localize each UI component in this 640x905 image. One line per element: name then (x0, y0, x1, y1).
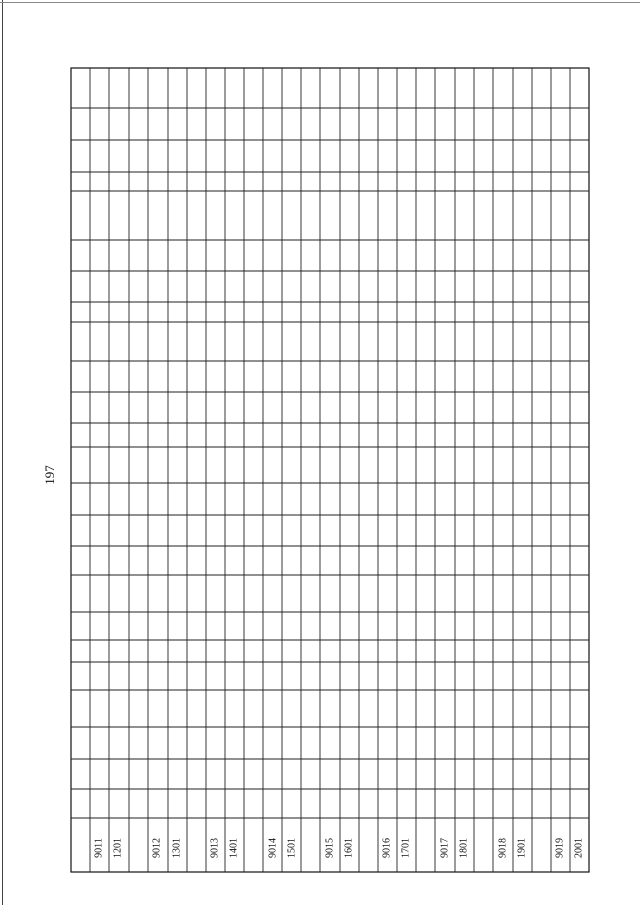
table-border (71, 68, 589, 872)
page-number: 197 (42, 465, 57, 485)
row-code-label: 1201 (112, 838, 124, 858)
row-code-label: 9019 (554, 838, 566, 858)
row-code-label: 1801 (458, 838, 470, 858)
row-code-label: 9013 (209, 838, 221, 858)
row-code-label: 9018 (497, 838, 509, 858)
row-code-label: 1601 (343, 838, 355, 858)
row-code-label: 1401 (228, 838, 240, 858)
row-code-label: 1501 (286, 838, 298, 858)
row-code-label: 9016 (381, 838, 393, 858)
row-code-label: 9017 (439, 838, 451, 858)
row-code-label: 2001 (573, 838, 585, 858)
row-code-label: 1901 (516, 838, 528, 858)
row-code-label: 9015 (324, 838, 336, 858)
row-code-label: 9014 (267, 838, 279, 858)
row-code-label: 9012 (151, 838, 163, 858)
row-code-label: 1301 (171, 838, 183, 858)
row-code-label: 1701 (400, 838, 412, 858)
row-code-label: 9011 (93, 838, 105, 858)
